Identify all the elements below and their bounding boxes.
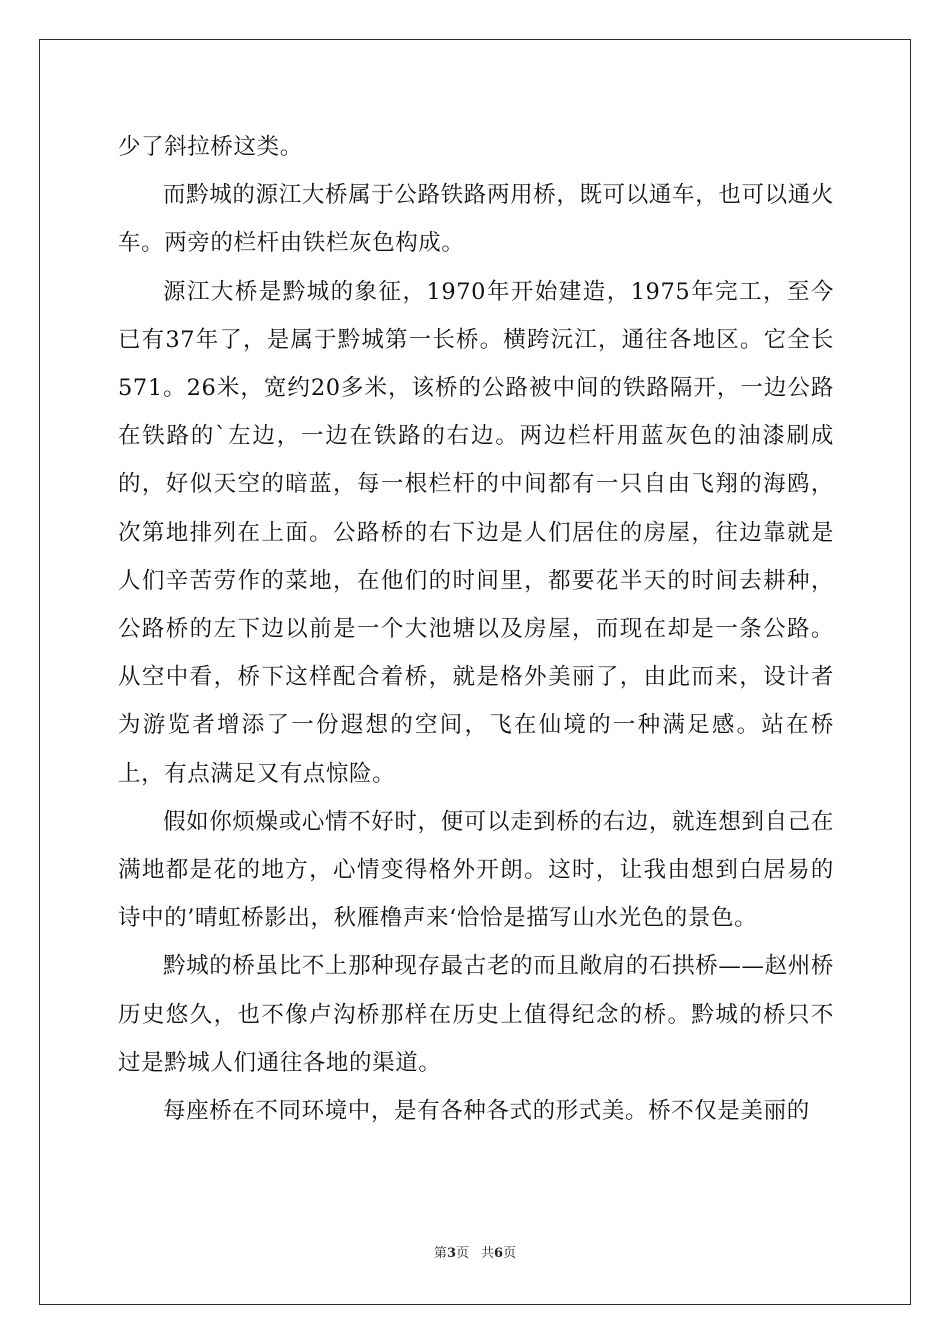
paragraph: 少了斜拉桥这类。 [118,134,303,160]
total-suffix: 页 [503,1246,517,1261]
paragraph: 黔城的桥虽比不上那种现存最古老的而且敞肩的石拱桥——赵州桥历史悠久，也不像卢沟桥那样在历史上值得纪念的桥。黔城的桥只不过是黔城人们通往各地的渠道。 [118,953,834,1076]
paragraph: 源江大桥是黔城的象征，1970年开始建造，1975年完工，至今已有37年了，是属于黔城第一长桥。横跨沅江，通往各地区。它全长571。26米，宽约20多米，该桥的公路被中间的铁路隔开，一边公路在铁路的`左边，一边在铁路的右边。两边栏杆用蓝灰色的油漆刷成的，好似天空的暗蓝，每一根栏杆的中间都有一只自由飞翔的海鸥，次第地排列在上面。公路桥的右下边是人们居住的房屋，往边靠就是人们辛苦劳作的菜地，在他们的时间里，都要花半天的时间去耕种，公路桥的左下边以前是一个大池塘以及房屋，而现在却是一条公路。从空中看，桥下这样配合着桥，就是格外美丽了，由此而来，设计者为游览者增添了一份遐想的空间，飞在仙境的一种满足感。站在桥上，有点满足又有点惊险。 [118,278,834,787]
document-body [118,123,834,1135]
page-suffix: 页 [455,1246,469,1261]
page-prefix: 第 [433,1246,447,1261]
page-number: 3 [446,1246,456,1261]
page-footer [0,1245,950,1263]
total-pages: 6 [494,1246,504,1261]
total-prefix: 共 [481,1246,495,1261]
paragraph: 而黔城的源江大桥属于公路铁路两用桥，既可以通车，也可以通火车。两旁的栏杆由铁栏灰色构成。 [118,182,834,257]
paragraph: 假如你烦燥或心情不好时，便可以走到桥的右边，就连想到自己在满地都是花的地方，心情变得格外开朗。这时，让我由想到白居易的诗中的’晴虹桥影出，秋雁橹声来‘恰恰是描写山水光色的景色。 [118,808,834,932]
paragraph: 每座桥在不同环境中，是有各种各式的形式美。桥不仅是美丽的 [163,1098,810,1125]
